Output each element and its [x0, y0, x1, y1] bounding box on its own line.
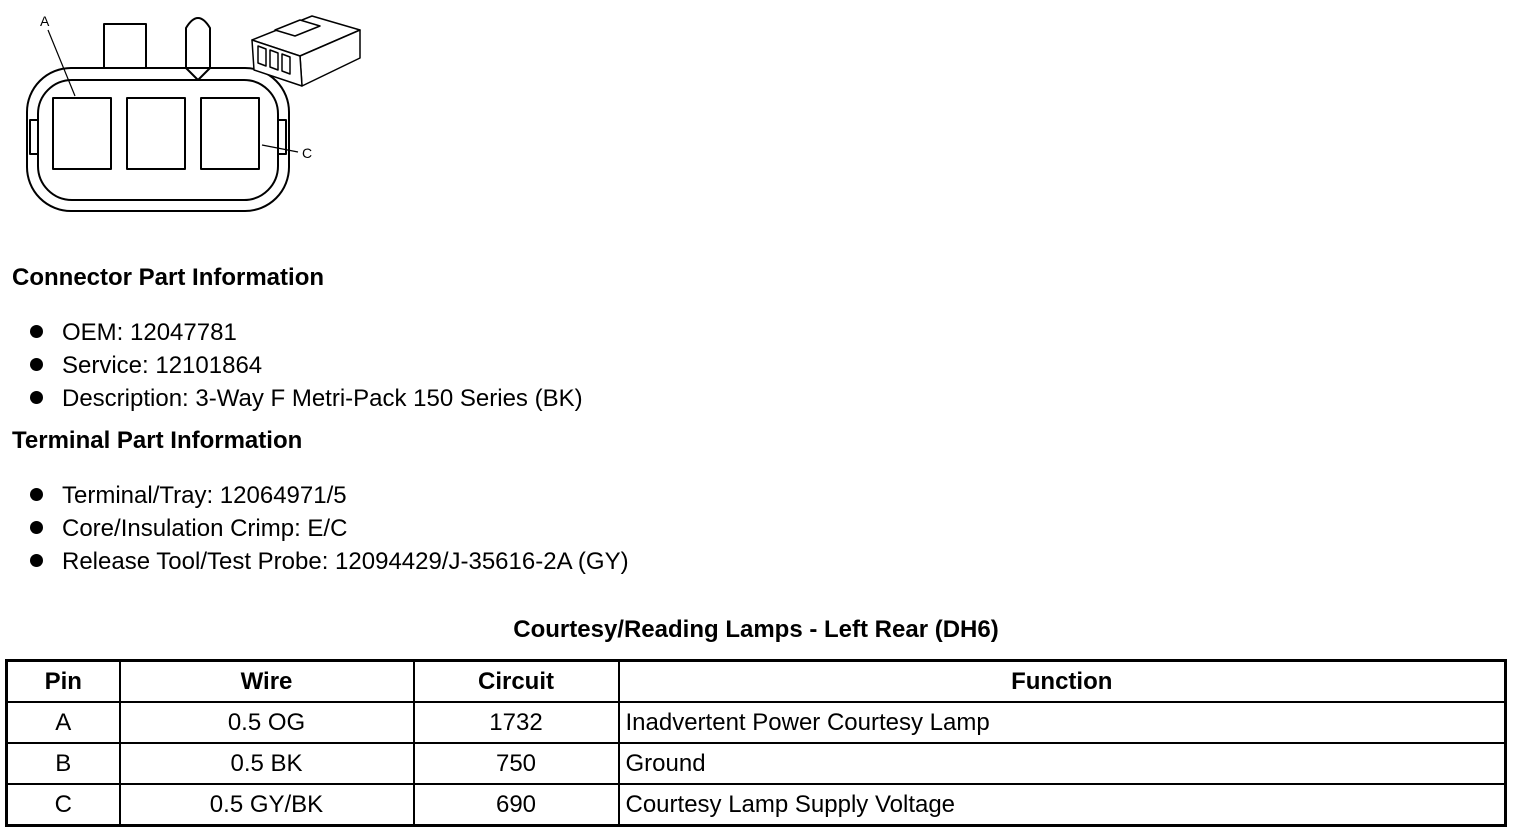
bullet-icon — [30, 358, 43, 371]
function-cell: Courtesy Lamp Supply Voltage — [619, 784, 1506, 826]
connector-part-list — [0, 316, 583, 415]
list-item-text: Service: 12101864 — [62, 352, 263, 379]
list-item — [0, 316, 583, 349]
list-item-text: Core/Insulation Crimp: E/C — [62, 515, 348, 542]
function-cell: Inadvertent Power Courtesy Lamp — [619, 702, 1506, 743]
pin-cell: A — [7, 702, 120, 743]
callout-c: C — [302, 145, 313, 161]
callout-a: A — [40, 13, 50, 29]
pin-cell: B — [7, 743, 120, 784]
column-header-function: Function — [619, 661, 1506, 703]
side-latch-left — [30, 120, 38, 154]
cavity-b — [127, 98, 185, 169]
list-item-text: Release Tool/Test Probe: 12094429/J-35616-2A (GY) — [62, 548, 629, 575]
wire-cell: 0.5 GY/BK — [120, 784, 414, 826]
bullet-icon — [30, 521, 43, 534]
list-item-text: Terminal/Tray: 12064971/5 — [62, 482, 347, 509]
cavity-c — [201, 98, 259, 169]
bullet-icon — [30, 391, 43, 404]
table-header-row — [7, 661, 1506, 703]
connector-face-diagram — [0, 0, 380, 225]
column-header-circuit: Circuit — [414, 661, 619, 703]
terminal-part-heading: Terminal Part Information — [12, 427, 303, 454]
connector-isometric-view — [252, 16, 360, 86]
circuit-cell: 1732 — [414, 702, 619, 743]
connector-part-heading: Connector Part Information — [12, 264, 325, 291]
list-item — [0, 479, 629, 512]
circuit-cell: 690 — [414, 784, 619, 826]
terminal-part-list — [0, 479, 629, 578]
table-title: Courtesy/Reading Lamps - Left Rear (DH6) — [513, 616, 999, 643]
bullet-icon — [30, 554, 43, 567]
list-item — [0, 349, 583, 382]
locking-tab — [104, 24, 146, 68]
wire-cell: 0.5 OG — [120, 702, 414, 743]
table-row — [7, 702, 1506, 743]
cavity-a — [53, 98, 111, 169]
list-item — [0, 545, 629, 578]
column-header-wire: Wire — [120, 661, 414, 703]
bullet-icon — [30, 325, 43, 338]
table-row — [7, 743, 1506, 784]
function-cell: Ground — [619, 743, 1506, 784]
bullet-icon — [30, 488, 43, 501]
connector-outer-shell — [27, 68, 289, 211]
circuit-cell: 750 — [414, 743, 619, 784]
table-row — [7, 784, 1506, 826]
pin-table — [5, 659, 1507, 827]
list-item-text: OEM: 12047781 — [62, 319, 237, 346]
list-item-text: Description: 3-Way F Metri-Pack 150 Series (BK) — [62, 385, 583, 412]
list-item — [0, 512, 629, 545]
pin-cell: C — [7, 784, 120, 826]
wire-cell: 0.5 BK — [120, 743, 414, 784]
column-header-pin: Pin — [7, 661, 120, 703]
keying-tab — [186, 18, 210, 80]
list-item — [0, 382, 583, 415]
